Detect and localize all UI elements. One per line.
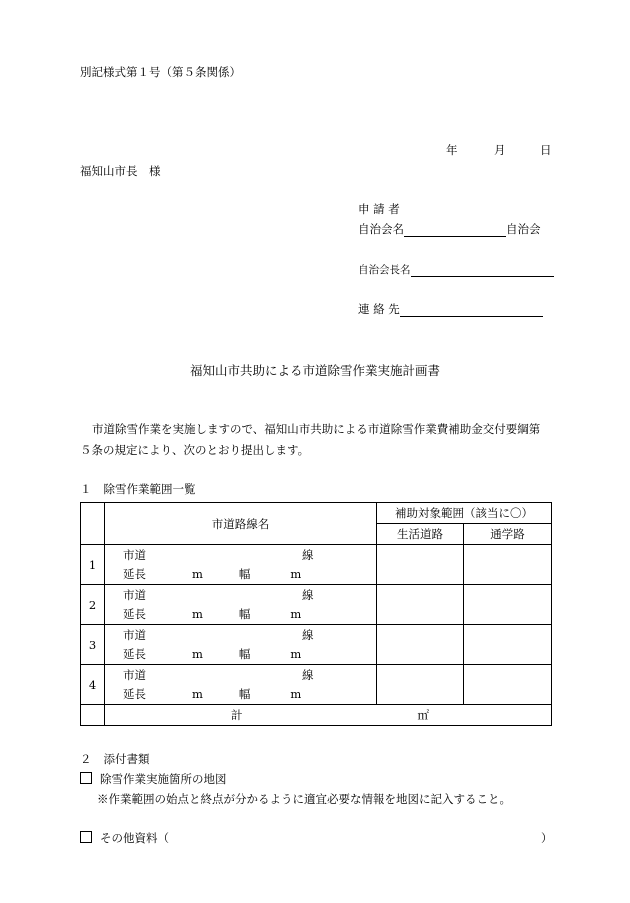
total-no-cell [81,705,105,726]
section-1-heading [80,481,196,497]
length-unit: m [192,607,203,621]
life-road-check[interactable] [377,625,464,665]
row-number: 1 [81,545,105,585]
header-subsidy-scope: 補助対象範囲（該当に〇） [377,503,552,524]
section-2-title: 添付書類 [103,752,150,766]
applicant-heading: 申 請 者 [358,202,400,216]
section-1-number: １ [80,482,92,496]
other-checkbox[interactable] [80,831,92,843]
snow-removal-scope-table [80,502,552,726]
section-1-title: 除雪作業範囲一覧 [103,482,196,496]
total-row [81,705,552,726]
section-2-number: ２ [80,752,92,766]
total-unit: ㎡ [417,708,429,722]
table-row [81,545,552,585]
association-name-field[interactable] [404,222,506,237]
road-cell[interactable] [105,625,377,665]
map-label: 除雪作業実施箇所の地図 [100,772,227,786]
line-label: 線 [302,668,314,682]
row-number: 3 [81,625,105,665]
road-label: 市道 [123,628,146,642]
other-label: その他資料（ [100,831,169,845]
length-label: 延長 [123,607,146,621]
document-title: 福知山市共助による市道除雪作業実施計画書 [189,363,440,378]
total-cell[interactable] [105,705,552,726]
width-unit: m [290,687,302,701]
association-suffix: 自治会 [506,222,541,236]
body-line-2: ５条の規定により、次のとおり提出します。 [80,443,310,457]
road-cell[interactable] [105,665,377,705]
chair-name-field[interactable] [411,262,554,277]
length-label: 延長 [123,687,146,701]
table-row [81,665,552,705]
contact-label: 連 絡 先 [358,302,400,316]
school-road-check[interactable] [464,585,552,625]
date-year: 年 [446,143,458,157]
row-number: 4 [81,665,105,705]
length-label: 延長 [123,567,146,581]
table-row [81,585,552,625]
life-road-check[interactable] [377,545,464,585]
road-label: 市道 [123,548,146,562]
road-cell[interactable] [105,585,377,625]
attachment-map-row [80,771,227,787]
addressee: 福知山市長 様 [80,164,161,178]
school-road-check[interactable] [464,665,552,705]
attachment-other-row [80,830,169,846]
length-unit: m [192,567,203,581]
width-label: 幅 [238,647,251,661]
table-row [81,625,552,665]
line-label: 線 [302,548,314,562]
length-label: 延長 [123,647,146,661]
width-unit: m [290,647,302,661]
school-road-check[interactable] [464,545,552,585]
school-road-check[interactable] [464,625,552,665]
width-label: 幅 [238,607,251,621]
road-label: 市道 [123,668,146,682]
length-unit: m [192,647,203,661]
chair-name-label: 自治会長名 [358,264,411,276]
header-no-cell [81,503,105,545]
association-name-row [358,221,541,237]
map-note: ※作業範囲の始点と終点が分かるように適宜必要な情報を地図に記入すること。 [97,792,511,806]
header-school-road: 通学路 [464,524,552,545]
line-label: 線 [302,588,314,602]
other-close-paren: ） [541,831,553,845]
date-month: 月 [494,143,506,157]
date-day: 日 [540,143,552,157]
form-label: 別記様式第１号（第５条関係） [80,65,241,79]
width-label: 幅 [238,567,251,581]
width-unit: m [290,567,302,581]
contact-field[interactable] [400,302,543,317]
row-number: 2 [81,585,105,625]
length-unit: m [192,687,203,701]
road-cell[interactable] [105,545,377,585]
contact-row [358,301,543,317]
life-road-check[interactable] [377,665,464,705]
line-label: 線 [302,628,314,642]
body-line-1: 市道除雪作業を実施しますので、福知山市共助による市道除雪作業費補助金交付要綱第 [92,422,541,436]
width-unit: m [290,607,302,621]
life-road-check[interactable] [377,585,464,625]
road-label: 市道 [123,588,146,602]
header-road-name: 市道路線名 [105,503,377,545]
map-checkbox[interactable] [80,772,92,784]
section-2-heading [80,751,150,767]
chair-name-row [358,262,554,277]
association-name-label: 自治会名 [358,222,404,236]
total-label: 計 [231,708,243,722]
width-label: 幅 [238,687,251,701]
header-life-road: 生活道路 [377,524,464,545]
